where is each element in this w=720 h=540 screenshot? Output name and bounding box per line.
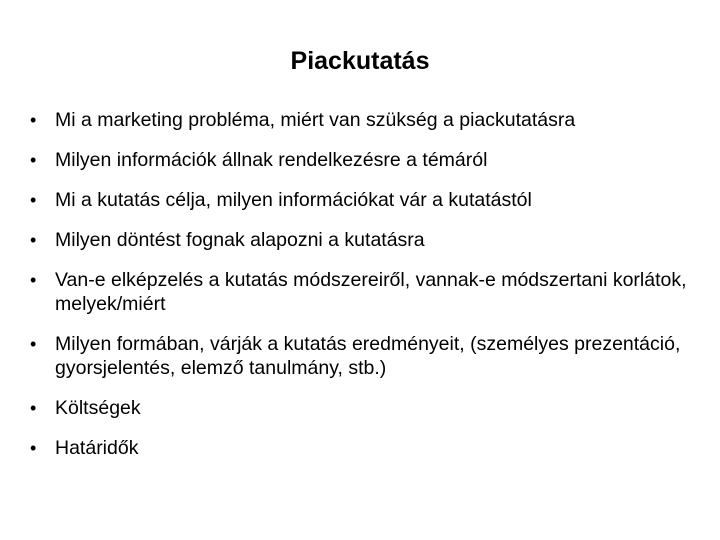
bullet-item-2 <box>30 148 710 172</box>
bullet-list <box>30 108 710 476</box>
bullet-text: Van-e elképzelés a kutatás módszereiről, vannak-e módszertani korlátok, melyek/miért <box>55 269 687 315</box>
bullet-item-1 <box>30 108 710 132</box>
bullet-icon: • <box>30 438 37 458</box>
bullet-item-8 <box>30 436 710 460</box>
bullet-item-3 <box>30 188 710 212</box>
bullet-text: Milyen formában, várják a kutatás eredményeit, (személyes prezentáció, gyorsjelentés, elemző tanulmány, stb.) <box>55 333 681 379</box>
bullet-item-7 <box>30 396 710 420</box>
bullet-icon: • <box>30 150 37 170</box>
bullet-icon: • <box>30 334 37 354</box>
bullet-text: Milyen információk állnak rendelkezésre a témáról <box>55 149 488 171</box>
bullet-text: Határidők <box>55 437 139 459</box>
bullet-icon: • <box>30 270 37 290</box>
bullet-icon: • <box>30 190 37 210</box>
bullet-text: Mi a kutatás célja, milyen információkat vár a kutatástól <box>55 189 532 211</box>
bullet-text: Mi a marketing probléma, miért van szükség a piackutatásra <box>55 109 576 131</box>
bullet-item-6 <box>30 332 710 380</box>
bullet-icon: • <box>30 230 37 250</box>
bullet-icon: • <box>30 110 37 130</box>
bullet-icon: • <box>30 398 37 418</box>
slide-title: Piackutatás <box>290 47 430 75</box>
bullet-text: Milyen döntést fognak alapozni a kutatásra <box>55 229 425 251</box>
bullet-item-4 <box>30 228 710 252</box>
bullet-item-5 <box>30 268 710 316</box>
bullet-text: Költségek <box>55 397 141 419</box>
